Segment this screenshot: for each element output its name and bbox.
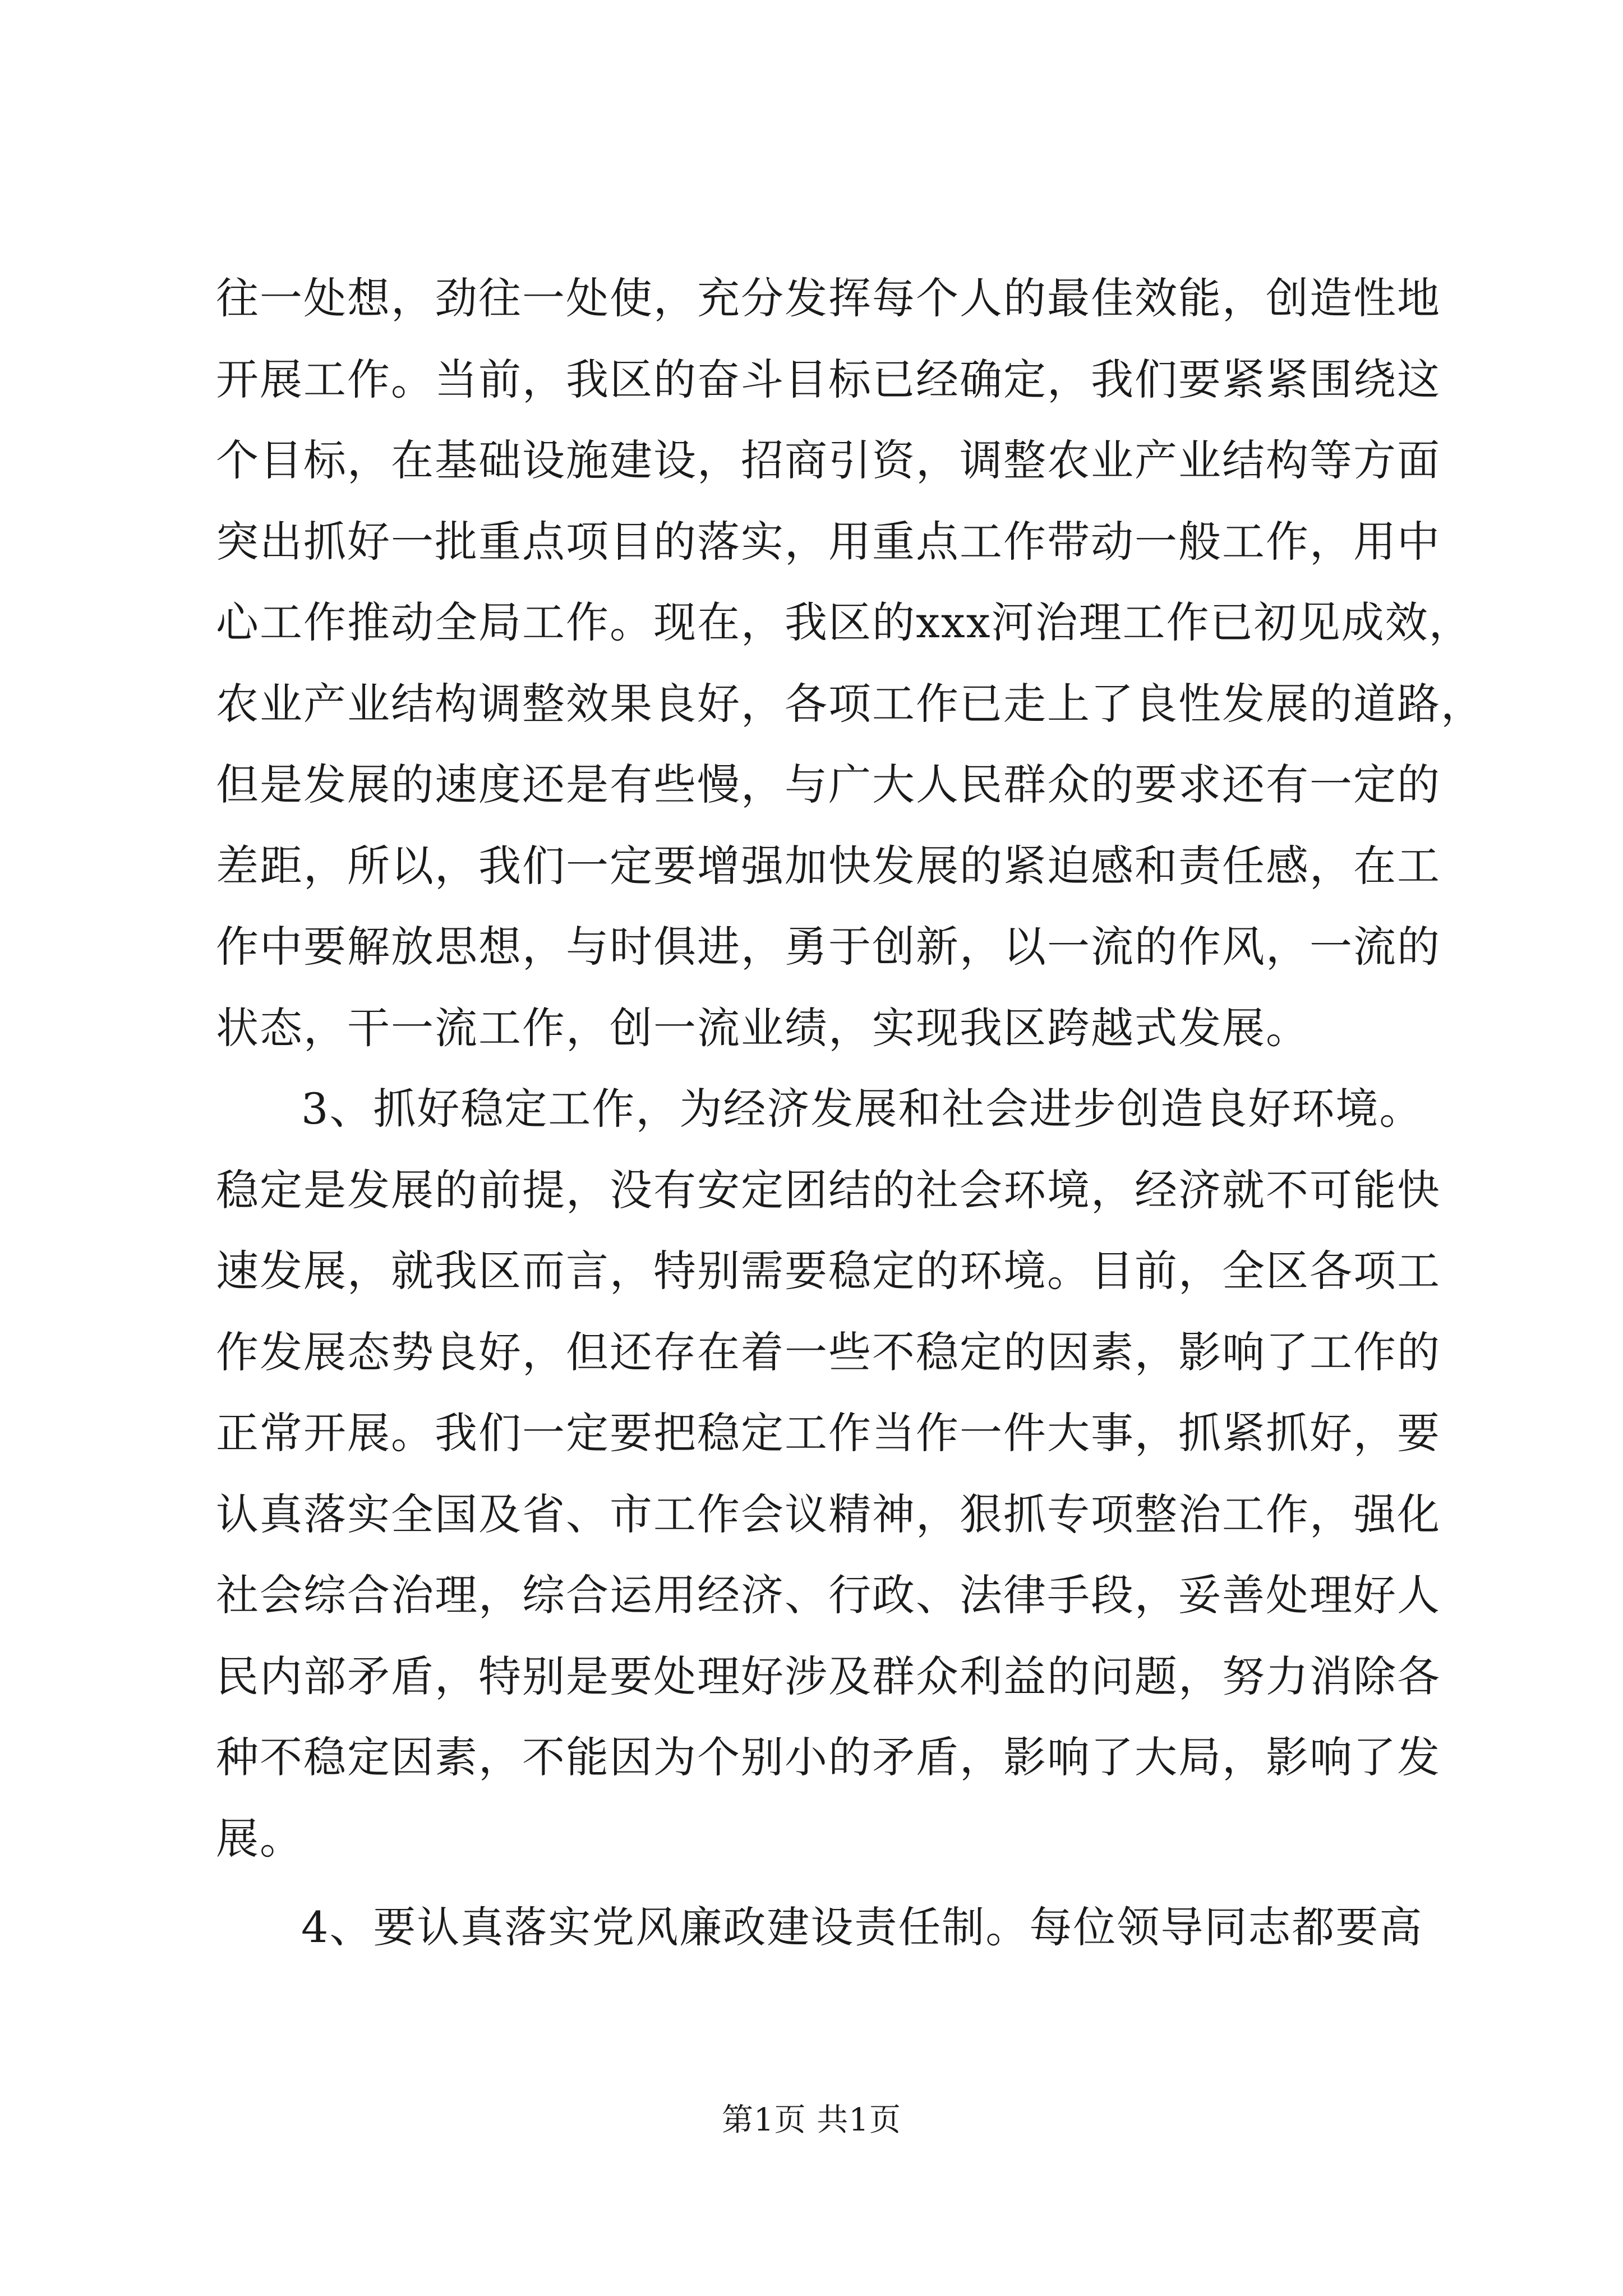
body-line: 突出抓好一批重点项目的落实，用重点工作带动一般工作，用中 [216, 516, 1441, 567]
body-line: 作发展态势良好，但还存在着一些不稳定的因素，影响了工作的 [216, 1327, 1441, 1377]
body-line: 认真落实全国及省、市工作会议精神，狠抓专项整治工作，强化 [216, 1489, 1441, 1539]
body-line: 民内部矛盾，特别是要处理好涉及群众利益的问题，努力消除各 [216, 1651, 1441, 1701]
body-line: 但是发展的速度还是有些慢，与广大人民群众的要求还有一定的 [216, 760, 1441, 809]
section-heading-line: 3、抓好稳定工作，为经济发展和社会进步创造良好环境。 [301, 1084, 1423, 1134]
body-line: 社会综合治理，综合运用经济、行政、法律手段，妥善处理好人 [216, 1570, 1441, 1620]
body-line: 种不稳定因素，不能因为个别小的矛盾，影响了大局，影响了发 [216, 1732, 1441, 1782]
body-line: 展。 [216, 1813, 303, 1864]
body-line: 速发展，就我区而言，特别需要稳定的环境。目前，全区各项工 [216, 1246, 1441, 1296]
body-line: 心工作推动全局工作。现在，我区的xxx河治理工作已初见成效， [216, 597, 1473, 647]
body-line: 状态，干一流工作，创一流业绩，实现我区跨越式发展。 [216, 1002, 1310, 1053]
body-line: 开展工作。当前，我区的奋斗目标已经确定，我们要紧紧围绕这 [216, 354, 1441, 404]
body-line: 农业产业结构调整效果良好，各项工作已走上了良性发展的道路， [216, 678, 1484, 729]
section-heading-line: 4、要认真落实党风廉政建设责任制。每位领导同志都要高 [301, 1902, 1423, 1952]
document-body [216, 258, 1484, 1968]
body-line: 差距，所以，我们一定要增强加快发展的紧迫感和责任感，在工 [216, 840, 1441, 891]
body-line: 稳定是发展的前提，没有安定团结的社会环境，经济就不可能快 [216, 1165, 1441, 1215]
body-line: 往一处想，劲往一处使，充分发挥每个人的最佳效能，创造性地 [216, 273, 1441, 323]
body-line: 作中要解放思想，与时俱进，勇于创新，以一流的作风，一流的 [216, 922, 1441, 972]
page-footer: 第1页 共1页 [721, 2102, 902, 2138]
body-line: 正常开展。我们一定要把稳定工作当作一件大事，抓紧抓好，要 [216, 1408, 1441, 1458]
body-line: 个目标，在基础设施建设，招商引资，调整农业产业结构等方面 [216, 435, 1441, 485]
